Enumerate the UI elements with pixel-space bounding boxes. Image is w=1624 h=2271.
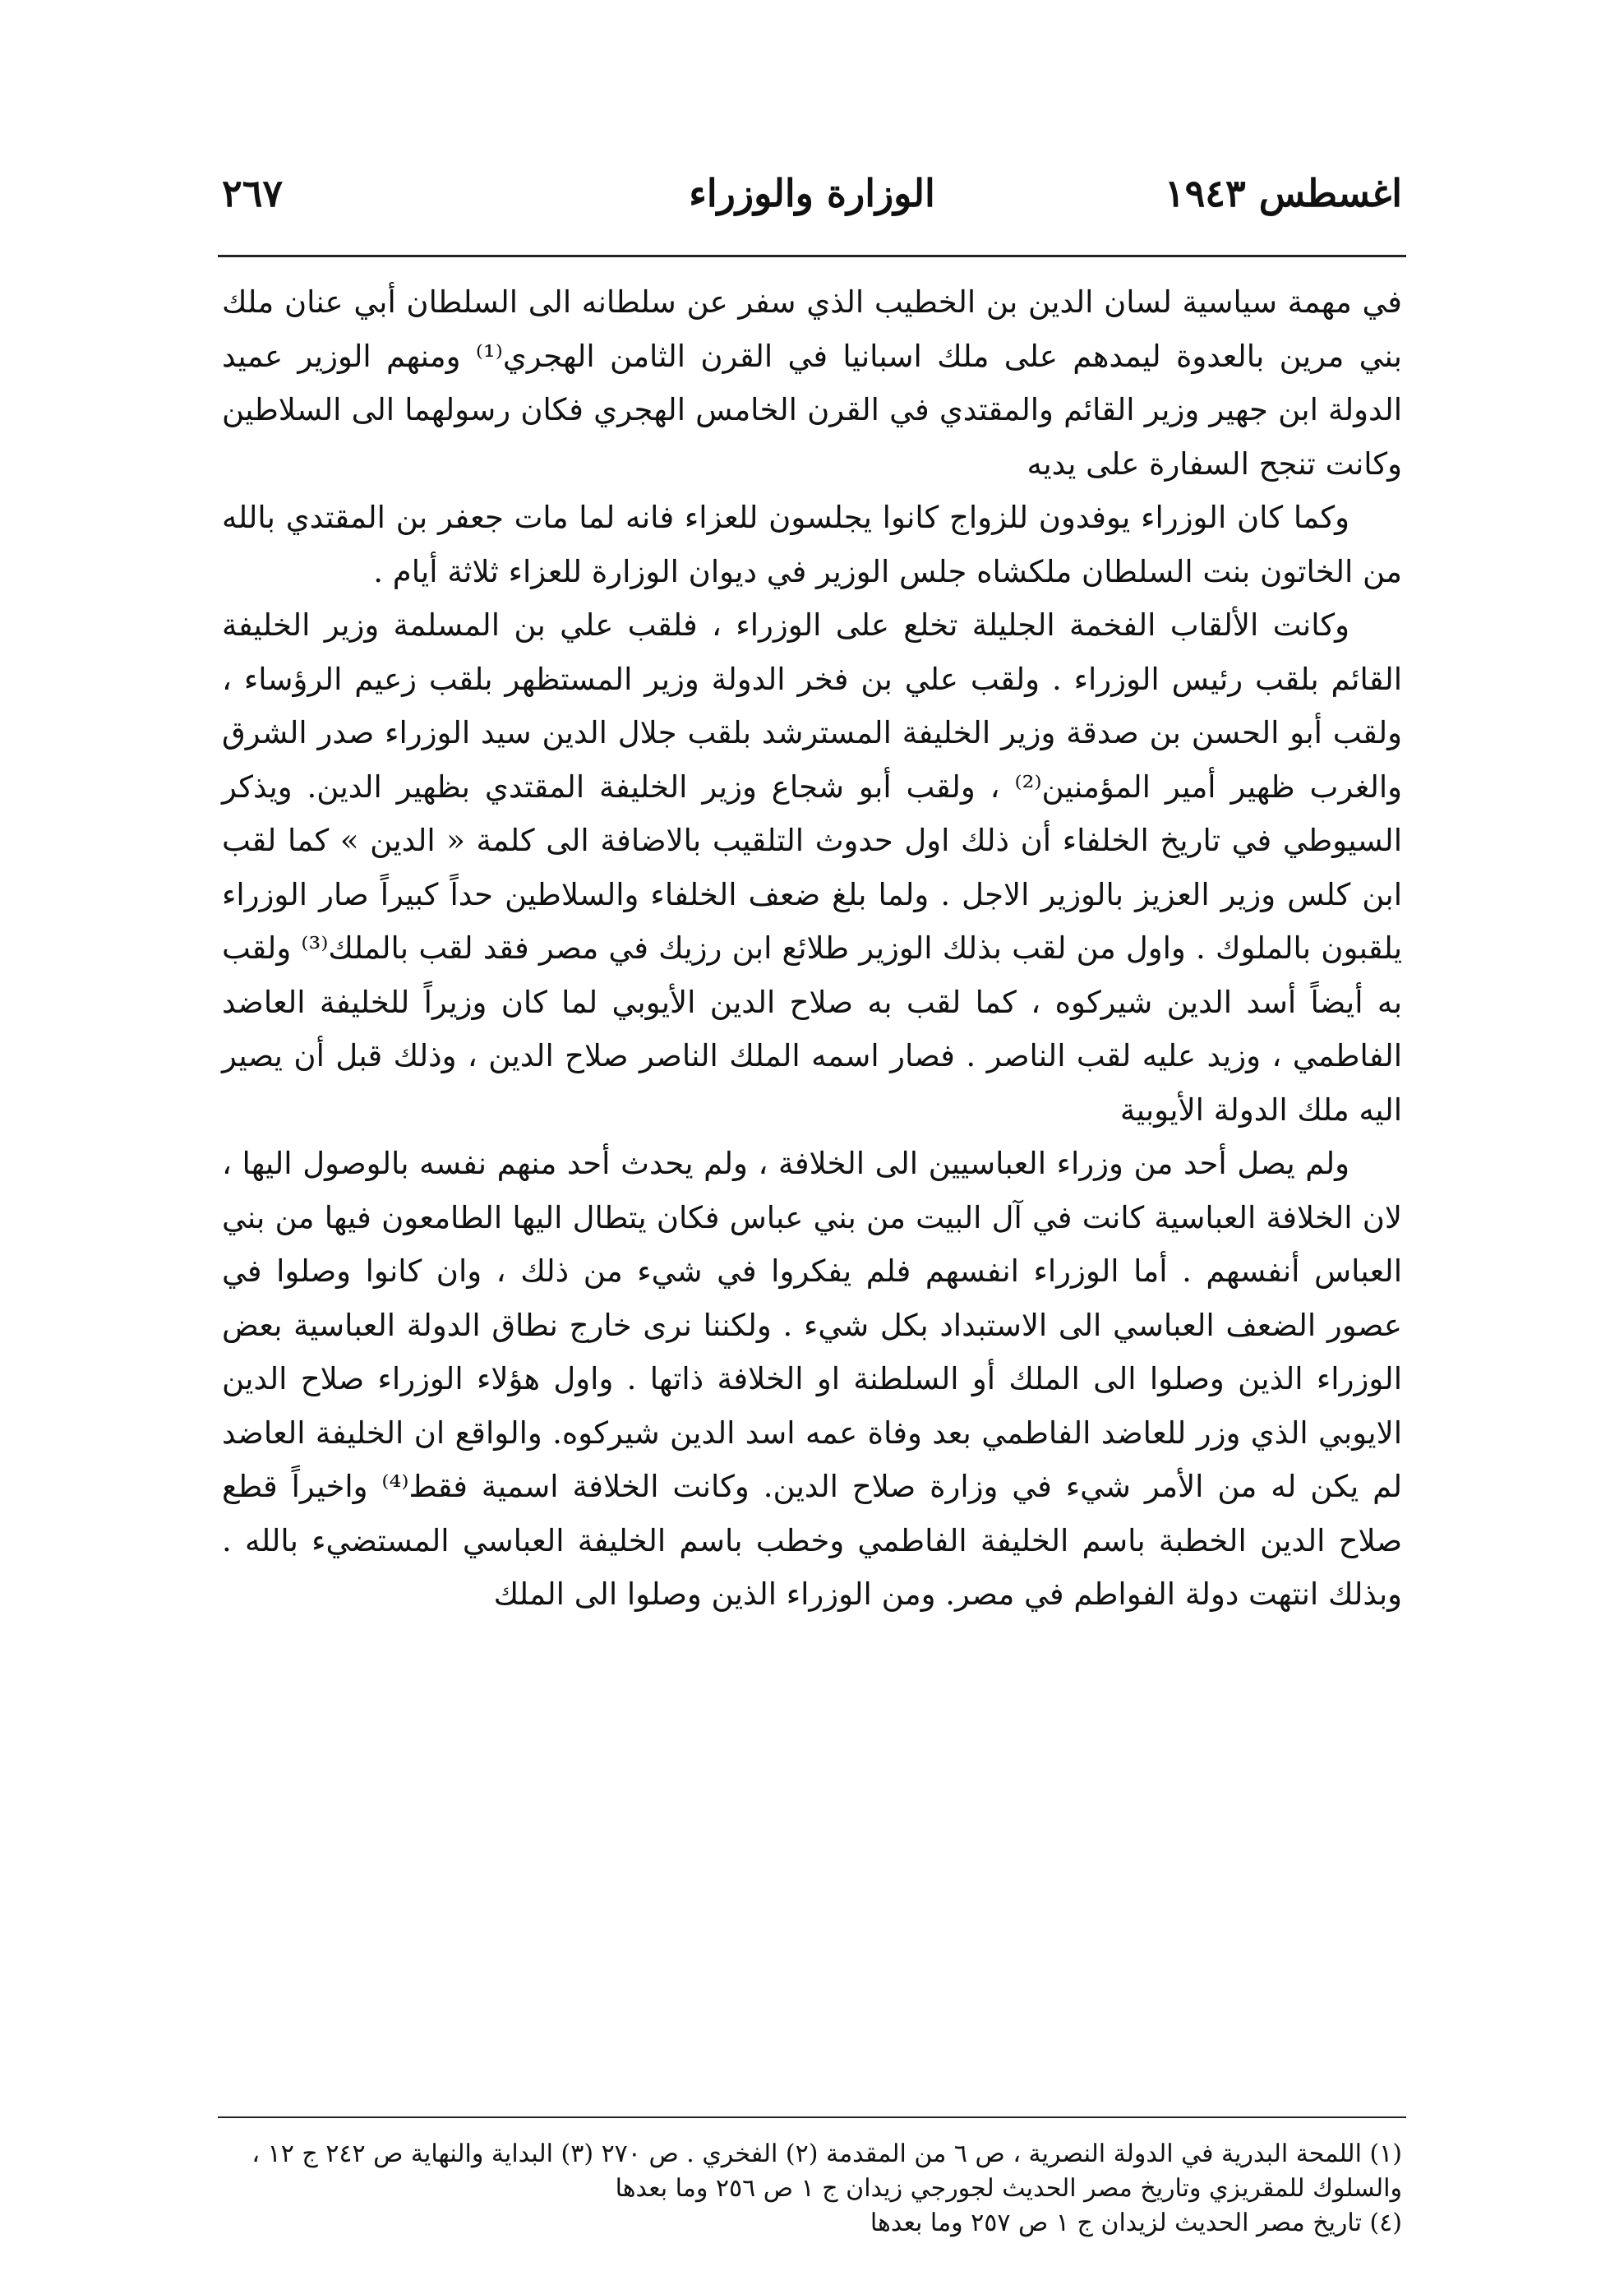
page-number: ٢٦٧: [222, 171, 284, 215]
footnote-divider: [218, 2116, 1406, 2118]
running-header: [222, 171, 1402, 228]
footnotes: [222, 2137, 1402, 2241]
footnote-1-3: (١) اللمحة البدرية في الدولة النصرية ، ص ٦ من المقدمة (٢) الفخري . ص ٢٧٠ (٣) البداية والنهاية ص ٢٤٢ ج ١٢ ، والسلوك للمقريزي وتاريخ مصر الحديث لجورجي زيدان ج ١ ص ٢٥٦ وما بعدها: [251, 2139, 1402, 2203]
header-divider: [218, 255, 1406, 257]
paragraph-3: وكانت الألقاب الفخمة الجليلة تخلع على الوزراء ، فلقب علي بن المسلمة وزير الخليفة القائم بلقب رئيس الوزراء . ولقب علي بن فخر الدولة وزير المستظهر بلقب زعيم الرؤساء ، ولقب أبو الحسن بن صدقة وزير الخليفة المسترشد بلقب جلال الدين سيد الوزراء صدر الشرق والغرب ظهير أمير المؤمنين⁽²⁾ ، ولقب أبو شجاع وزير الخليفة المقتدي بظهير الدين. ويذكر السيوطي في تاريخ الخلفاء أن ذلك اول حدوث التلقيب بالاضافة الى كلمة « الدين » كما لقب ابن كلس وزير العزيز بالوزير الاجل . ولما بلغ ضعف الخلفاء والسلاطين حداً كبيراً صار الوزراء يلقبون بالملوك . واول من لقب بذلك الوزير طلائع ابن رزيك في مصر فقد لقب بالملك⁽³⁾ ولقب به أيضاً أسد الدين شيركوه ، كما لقب به صلاح الدين الأيوبي لما كان وزيراً للخليفة العاضد الفاطمي ، وزيد عليه لقب الناصر . فصار اسمه الملك الناصر صلاح الدين ، وذلك قبل أن يصير اليه ملك الدولة الأيوبية: [222, 607, 1403, 1128]
header-date: اغسطس ١٩٤٣: [1164, 171, 1402, 215]
paragraph-1: في مهمة سياسية لسان الدين بن الخطيب الذي سفر عن سلطانه الى السلطان أبي عنان ملك بني مرين بالعدوة ليمدهم على ملك اسبانيا في القرن الثامن الهجري⁽¹⁾ ومنهم الوزير عميد الدولة ابن جهير وزير القائم والمقتدي في القرن الخامس الهجري فكان رسولهما الى السلاطين وكانت تنجح السفارة على يديه: [222, 284, 1402, 482]
body-text: [222, 275, 1402, 1622]
paragraph-2: وكما كان الوزراء يوفدون للزواج كانوا يجلسون للعزاء فانه لما مات جعفر بن المقتدي بالله من الخاتون بنت السلطان ملكشاه جلس الوزير في ديوان الوزارة للعزاء ثلاثة أيام .: [222, 500, 1402, 589]
footnote-4: (٤) تاريخ مصر الحديث لزيدان ج ١ ص ٢٥٧ وما بعدها: [870, 2209, 1402, 2237]
header-title: الوزارة والوزراء: [689, 171, 935, 215]
paragraph-4: ولم يصل أحد من وزراء العباسيين الى الخلافة ، ولم يحدث أحد منهم نفسه بالوصول اليها ، لان الخلافة العباسية كانت في آل البيت من بني عباس فكان يتطال اليها الطامعون فيها من بني العباس أنفسهم . أما الوزراء انفسهم فلم يفكروا في شيء من ذلك ، وان كانوا وصلوا في عصور الضعف العباسي الى الاستبداد بكل شيء . ولكننا نرى خارج نطاق الدولة العباسية بعض الوزراء الذين وصلوا الى الملك أو السلطنة او الخلافة ذاتها . واول هؤلاء الوزراء صلاح الدين الايوبي الذي وزر للعاضد الفاطمي بعد وفاة عمه اسد الدين شيركوه. والواقع ان الخليفة العاضد لم يكن له من الأمر شيء في وزارة صلاح الدين. وكانت الخلافة اسمية فقط⁽⁴⁾ واخيراً قطع صلاح الدين الخطبة باسم الخليفة الفاطمي وخطب باسم الخليفة العباسي المستضيء بالله . وبذلك انتهت دولة الفواطم في مصر. ومن الوزراء الذين وصلوا الى الملك: [222, 1146, 1402, 1612]
